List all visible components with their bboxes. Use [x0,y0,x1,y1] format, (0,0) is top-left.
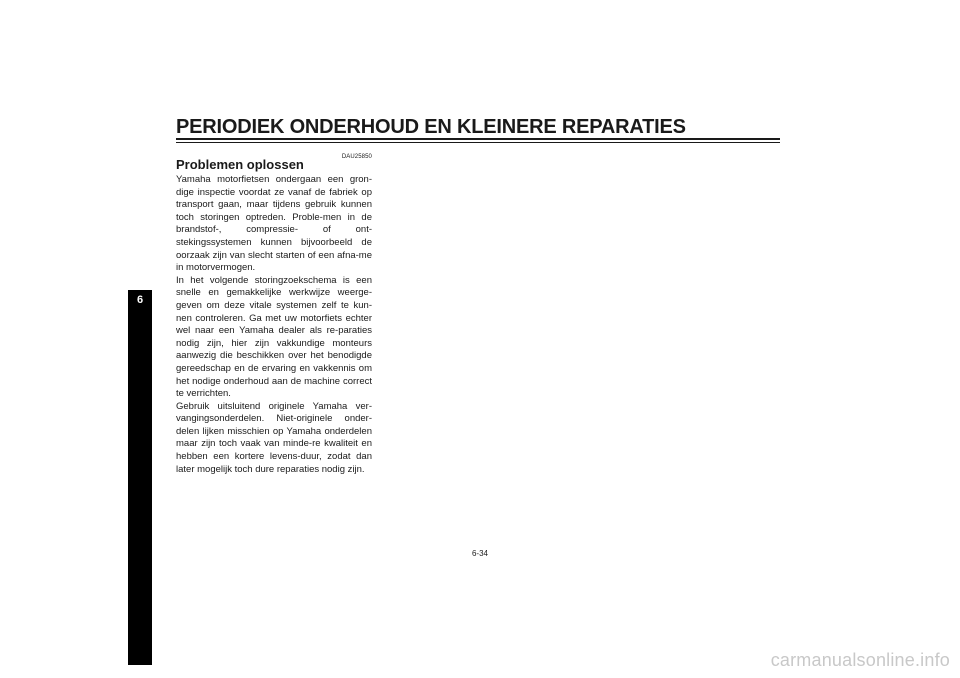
body-paragraph: Yamaha motorfietsen ondergaan een gron-dige inspectie voordat ze vanaf de fabriek op transport gaan, maar tijdens gebruik kunnen toch storingen optreden. Proble-men in de brandstof-, compressie- of ont-stekingssystemen kunnen bijvoorbeeld de oorzaak zijn van slecht starten of een afna-me in motorvermogen. [176,174,372,274]
page-number: 6-34 [471,549,488,558]
body-paragraph: In het volgende storingzoekschema is een snelle en gemakkelijke werkwijze weerge-geven om deze vitale systemen zelf te kun-nen controleren. Ga met uw motorfiets echter wel naar een Yamaha dealer als re-paraties nodig zijn, hier zijn vakkundige monteurs aanwezig die beschikken over het benodigde gereedschap en de ervaring en vakkennis om het nodige onderhoud aan de machine correct te verrichten. [176,274,372,400]
section-body [176,174,372,476]
watermark: carmanualsonline.info [770,650,950,670]
section-code: DAU25850 [341,154,372,160]
chapter-tab [128,290,152,665]
body-paragraph: Gebruik uitsluitend originele Yamaha ver-vangingsonderdelen. Niet-originele onder-delen lijken misschien op Yamaha onderdelen maar zijn toch vaak van minde-re kwaliteit en hebben een kortere levens-duur, zodat dan later mogelijk toch dure reparaties nodig zijn. [176,400,372,475]
chapter-number: 6 [136,294,144,306]
header-rule-thin [176,142,780,143]
section-heading: Problemen oplossen [176,157,304,172]
page-title: PERIODIEK ONDERHOUD EN KLEINERE REPARATIES [176,116,686,138]
header-rule-thick [176,138,780,140]
